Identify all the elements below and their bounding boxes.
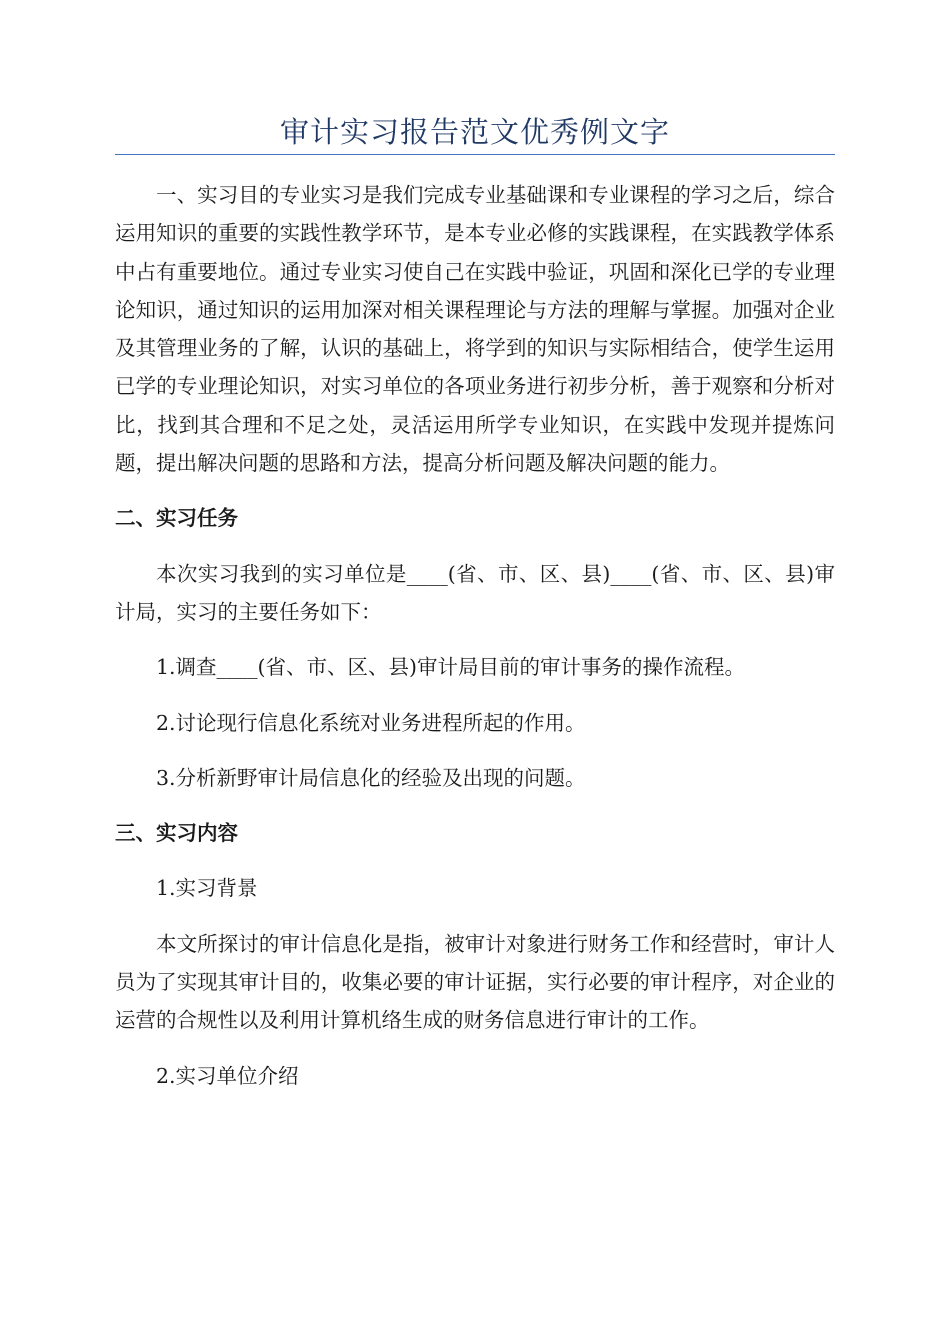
paragraph-audit-informatization: 本文所探讨的审计信息化是指，被审计对象进行财务工作和经营时，审计人员为了实现其审计目的，收集必要的审计证据，实行必要的审计程序，对企业的运营的合规性以及利用计算机络生成的财务信息进行审计的工作。 <box>115 931 835 1033</box>
subheading-background: 1.实习背景 <box>156 876 258 901</box>
subheading-unit-introduction: 2.实习单位介绍 <box>156 1063 299 1088</box>
document-title: 审计实习报告范文优秀例文字 <box>279 115 670 149</box>
heading-internship-content: 三、实习内容 <box>115 821 238 846</box>
title-underline <box>115 154 835 155</box>
paragraph-internship-unit: 本次实习我到的实习单位是____(省、市、区、县)____(省、市、区、县)审计局，实习的主要任务如下： <box>115 561 835 624</box>
list-item-task-2: 2.讨论现行信息化系统对业务进程所起的作用。 <box>156 710 586 735</box>
paragraph-internship-purpose: 一、实习目的专业实习是我们完成专业基础课和专业课程的学习之后，综合运用知识的重要的实践性教学环节，是本专业必修的实践课程，在实践教学体系中占有重要地位。通过专业实习使自己在实践中验证，巩固和深化已学的专业理论知识，通过知识的运用加深对相关课程理论与方法的理解与掌握。加强对企业及其管理业务的了解，认识的基础上，将学到的知识与实际相结合，使学生运用已学的专业理论知识，对实习单位的各项业务进行初步分析，善于观察和分析对比，找到其合理和不足之处，灵活运用所学专业知识，在实践中发现并提炼问题，提出解决问题的思路和方法，提高分析问题及解决问题的能力。 <box>115 183 835 476</box>
list-item-task-1: 1.调查____(省、市、区、县)审计局目前的审计事务的操作流程。 <box>156 655 746 680</box>
list-item-task-3: 3.分析新野审计局信息化的经验及出现的问题。 <box>156 765 586 790</box>
heading-internship-tasks: 二、实习任务 <box>115 506 238 531</box>
document-body <box>115 176 835 1095</box>
